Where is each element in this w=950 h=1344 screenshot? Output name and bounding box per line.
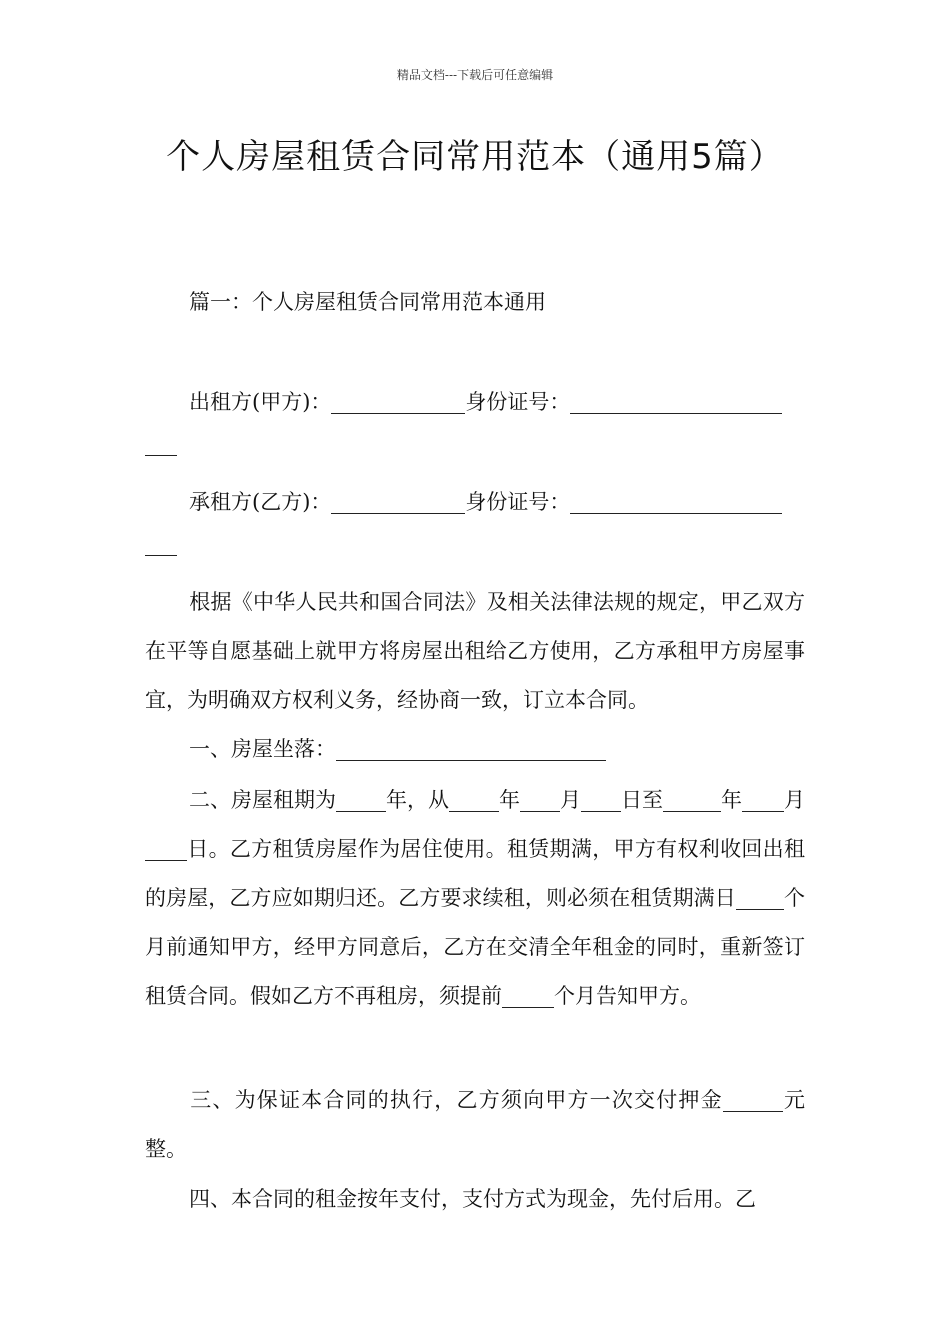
- clause-2-part-9: 个月前通知甲方，经甲方同意后，乙方在交清全年租金的同时，重新签订租赁合同。假如乙方不再租房，须提前: [145, 886, 806, 1008]
- clause-4: [145, 1175, 805, 1224]
- end-month-blank[interactable]: [742, 789, 784, 812]
- clause-1-row: [145, 725, 805, 774]
- party-a-id-blank-tail: [145, 455, 177, 456]
- lease-years-blank[interactable]: [336, 789, 386, 812]
- house-location-blank[interactable]: [336, 738, 606, 761]
- header-note: 精品文档---下载后可任意编辑: [396, 68, 554, 82]
- clause-3: [145, 1076, 805, 1174]
- party-b-name-blank[interactable]: [331, 491, 465, 514]
- intro-paragraph: [145, 578, 805, 725]
- clause-2-part-4: 月: [560, 788, 581, 812]
- clause-1-text: 一、房屋坐落：: [189, 737, 336, 761]
- party-a-name-blank[interactable]: [331, 391, 465, 414]
- end-year-blank[interactable]: [663, 789, 721, 812]
- clause-4-text: 四、本合同的租金按年支付，支付方式为现金，先付后用。乙: [189, 1187, 756, 1211]
- clause-3-part-1: 三、为保证本合同的执行，乙方须向甲方一次交付押金: [189, 1088, 723, 1112]
- party-a-row: [145, 378, 805, 427]
- end-day-blank[interactable]: [145, 838, 187, 861]
- clause-2-part-2: 年，从: [386, 788, 449, 812]
- start-month-blank[interactable]: [520, 789, 560, 812]
- clause-2: [145, 776, 805, 1021]
- termination-notice-months-blank[interactable]: [502, 985, 554, 1008]
- start-year-blank[interactable]: [449, 789, 499, 812]
- clause-1: [145, 725, 805, 774]
- party-a-label: 出租方(甲方)：: [189, 390, 332, 414]
- document-title: 个人房屋租赁合同常用范本（通用5篇）: [166, 137, 784, 177]
- party-a-id-blank-continued: [145, 427, 805, 476]
- party-b-id-blank[interactable]: [570, 491, 782, 514]
- deposit-amount-blank[interactable]: [723, 1089, 783, 1112]
- clause-2-part-1: 二、房屋租期为: [189, 788, 336, 812]
- party-a-id-blank[interactable]: [570, 391, 782, 414]
- party-b-label: 承租方(乙方)：: [189, 490, 332, 514]
- party-b-id-label: 身份证号：: [465, 490, 571, 514]
- clause-2-part-6: 年: [721, 788, 742, 812]
- party-a-line: [145, 378, 805, 476]
- clause-2-part-3: 年: [499, 788, 520, 812]
- party-b-row: [145, 478, 805, 527]
- start-day-blank[interactable]: [581, 789, 621, 812]
- subtitle-text: 篇一：个人房屋租赁合同常用范本通用: [189, 290, 546, 314]
- clause-2-part-8: 日。乙方租赁房屋作为居住使用。租赁期满，甲方有权利收回出租的房屋，乙方应如期归还。乙方要求续租，则必须在租赁期满日: [145, 837, 805, 910]
- clause-2-part-10: 个月告知甲方。: [554, 984, 701, 1008]
- party-b-id-blank-tail: [145, 555, 177, 556]
- clause-2-part-5: 日至: [621, 788, 663, 812]
- clause-2-part-7: 月: [784, 788, 805, 812]
- intro-text: 根据《中华人民共和国合同法》及相关法律法规的规定，甲乙双方在平等自愿基础上就甲方将房屋出租给乙方使用，乙方承租甲方房屋事宜，为明确双方权利义务，经协商一致，订立本合同。: [145, 590, 805, 712]
- renewal-notice-months-blank[interactable]: [736, 887, 784, 910]
- party-b-line: [145, 478, 805, 576]
- clause-3-part-2: 元整。: [145, 1088, 806, 1161]
- section-subtitle: [145, 278, 805, 327]
- party-a-id-label: 身份证号：: [465, 390, 571, 414]
- party-b-id-blank-continued: [145, 527, 805, 576]
